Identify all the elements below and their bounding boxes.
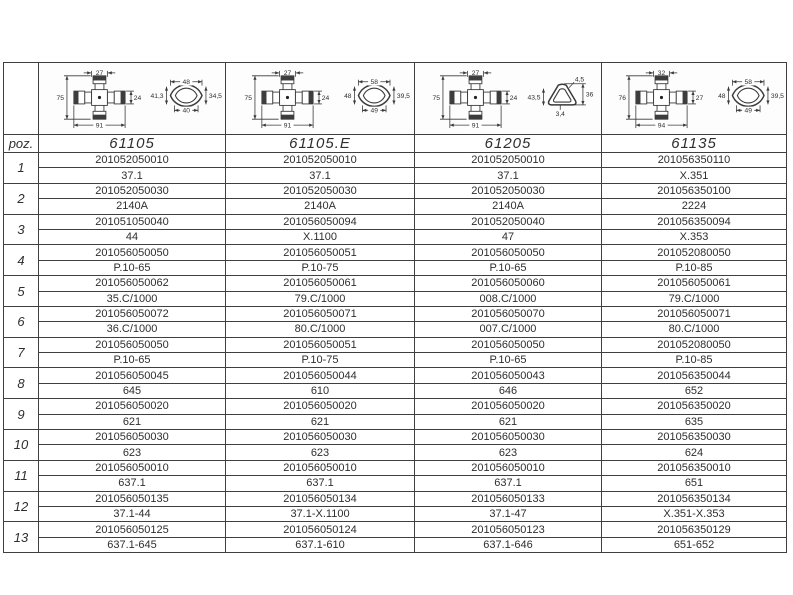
part-code-cell: 201056050020 bbox=[415, 399, 602, 414]
poz-header-cell: poz. bbox=[4, 135, 39, 153]
part-row-9-code bbox=[4, 399, 787, 414]
poz-cell-7: 7 bbox=[4, 337, 39, 368]
part-code-cell: 201052050030 bbox=[39, 183, 226, 198]
part-ref-cell: 645 bbox=[39, 383, 226, 398]
part-row-3-ref bbox=[4, 229, 787, 244]
part-row-9-ref bbox=[4, 414, 787, 429]
part-ref-cell: P.10-65 bbox=[415, 353, 602, 368]
svg-text:49: 49 bbox=[744, 107, 752, 115]
part-row-13-ref bbox=[4, 537, 787, 552]
part-ref-cell: P.10-65 bbox=[39, 260, 226, 275]
svg-text:58: 58 bbox=[369, 79, 378, 87]
column-header-61105: 61105 bbox=[39, 135, 226, 153]
part-code-cell: 201056050043 bbox=[415, 368, 602, 383]
part-code-cell: 201056050094 bbox=[226, 214, 415, 229]
part-row-6-ref bbox=[4, 322, 787, 337]
part-code-cell: 201056050072 bbox=[39, 306, 226, 321]
part-code-cell: 201056350110 bbox=[602, 153, 787, 168]
poz-cell-13: 13 bbox=[4, 522, 39, 553]
part-row-7-code bbox=[4, 337, 787, 352]
part-row-1-ref bbox=[4, 168, 787, 183]
part-row-10-code bbox=[4, 430, 787, 445]
poz-cell-12: 12 bbox=[4, 491, 39, 522]
poz-cell-10: 10 bbox=[4, 430, 39, 461]
part-row-11-ref bbox=[4, 476, 787, 491]
part-code-cell: 201052080050 bbox=[602, 245, 787, 260]
part-ref-cell: 37.1 bbox=[226, 168, 415, 183]
part-ref-cell: 637.1-646 bbox=[415, 537, 602, 552]
part-code-cell: 201056050010 bbox=[415, 460, 602, 475]
part-code-cell: 201052050030 bbox=[415, 183, 602, 198]
svg-text:43,5: 43,5 bbox=[527, 94, 541, 102]
part-ref-cell: 37.1-44 bbox=[39, 506, 226, 521]
svg-text:91: 91 bbox=[283, 122, 291, 130]
part-row-5-code bbox=[4, 276, 787, 291]
svg-text:75: 75 bbox=[432, 94, 440, 102]
joint-diagram-61105 bbox=[40, 64, 225, 133]
part-code-cell: 201056050010 bbox=[226, 460, 415, 475]
svg-text:41,3: 41,3 bbox=[150, 92, 164, 100]
part-ref-cell: 637.1 bbox=[226, 476, 415, 491]
part-ref-cell: P.10-85 bbox=[602, 260, 787, 275]
poz-cell-8: 8 bbox=[4, 368, 39, 399]
part-ref-cell: P.10-85 bbox=[602, 353, 787, 368]
part-ref-cell: 637.1-645 bbox=[39, 537, 226, 552]
svg-text:58: 58 bbox=[744, 79, 752, 87]
part-ref-cell: 637.1 bbox=[39, 476, 226, 491]
part-row-6-code bbox=[4, 306, 787, 321]
part-row-11-code bbox=[4, 460, 787, 475]
part-row-10-ref bbox=[4, 445, 787, 460]
part-ref-cell: 621 bbox=[415, 414, 602, 429]
part-code-cell: 201056350020 bbox=[602, 399, 787, 414]
joint-diagram-61205 bbox=[416, 64, 601, 133]
part-ref-cell: X.353 bbox=[602, 229, 787, 244]
poz-cell-1: 1 bbox=[4, 153, 39, 184]
part-code-cell: 201052050030 bbox=[226, 183, 415, 198]
part-code-cell: 201056050044 bbox=[226, 368, 415, 383]
part-row-8-code bbox=[4, 368, 787, 383]
part-ref-cell: P.10-65 bbox=[415, 260, 602, 275]
svg-text:27: 27 bbox=[283, 70, 291, 78]
part-ref-cell: P.10-75 bbox=[226, 353, 415, 368]
part-code-cell: 201056050134 bbox=[226, 491, 415, 506]
part-code-cell: 201056350010 bbox=[602, 460, 787, 475]
column-header-61205: 61205 bbox=[415, 135, 602, 153]
parts-table bbox=[3, 62, 787, 553]
part-code-cell: 201056050133 bbox=[415, 491, 602, 506]
svg-text:34,5: 34,5 bbox=[208, 92, 222, 100]
part-code-cell: 201056050050 bbox=[39, 337, 226, 352]
svg-text:91: 91 bbox=[95, 122, 103, 130]
tube-profile-drawing bbox=[150, 78, 222, 114]
cross-journal-drawing bbox=[56, 70, 141, 129]
part-code-cell: 201056050060 bbox=[415, 276, 602, 291]
part-ref-cell: 2140A bbox=[415, 199, 602, 214]
svg-text:48: 48 bbox=[718, 92, 726, 100]
part-code-cell: 201056050051 bbox=[226, 245, 415, 260]
poz-cell-11: 11 bbox=[4, 460, 39, 491]
svg-text:36: 36 bbox=[585, 91, 593, 99]
part-code-cell: 201056350030 bbox=[602, 430, 787, 445]
part-ref-cell: 007.C/1000 bbox=[415, 322, 602, 337]
part-row-8-ref bbox=[4, 383, 787, 398]
part-ref-cell: 621 bbox=[39, 414, 226, 429]
part-code-cell: 201052050010 bbox=[415, 153, 602, 168]
cross-journal-drawing bbox=[619, 70, 704, 129]
part-code-cell: 201052050040 bbox=[415, 214, 602, 229]
diagram-row bbox=[4, 63, 787, 135]
part-ref-cell: 2224 bbox=[602, 199, 787, 214]
svg-text:27: 27 bbox=[471, 70, 479, 78]
part-code-cell: 201056350129 bbox=[602, 522, 787, 537]
header-row bbox=[4, 135, 787, 153]
part-row-1-code bbox=[4, 153, 787, 168]
svg-text:48: 48 bbox=[181, 79, 190, 87]
joint-diagram-61135 bbox=[602, 64, 787, 133]
part-ref-cell: 637.1 bbox=[415, 476, 602, 491]
part-ref-cell: X.1100 bbox=[226, 229, 415, 244]
poz-cell-3: 3 bbox=[4, 214, 39, 245]
svg-text:4,5: 4,5 bbox=[574, 76, 584, 84]
part-code-cell: 201056050070 bbox=[415, 306, 602, 321]
part-ref-cell: 2140A bbox=[226, 199, 415, 214]
svg-text:27: 27 bbox=[695, 94, 704, 102]
poz-cell-2: 2 bbox=[4, 183, 39, 214]
part-ref-cell: 79.C/1000 bbox=[602, 291, 787, 306]
part-code-cell: 201056050051 bbox=[226, 337, 415, 352]
tube-profile-drawing bbox=[718, 78, 784, 114]
part-ref-cell: P.10-65 bbox=[39, 353, 226, 368]
poz-cell-6: 6 bbox=[4, 306, 39, 337]
part-ref-cell: 80.C/1000 bbox=[226, 322, 415, 337]
part-ref-cell: 623 bbox=[39, 445, 226, 460]
part-row-12-code bbox=[4, 491, 787, 506]
svg-text:24: 24 bbox=[133, 94, 141, 102]
poz-cell-5: 5 bbox=[4, 276, 39, 307]
part-row-13-code bbox=[4, 522, 787, 537]
poz-cell-9: 9 bbox=[4, 399, 39, 430]
part-code-cell: 201056050050 bbox=[415, 337, 602, 352]
part-ref-cell: P.10-75 bbox=[226, 260, 415, 275]
part-ref-cell: 80.C/1000 bbox=[602, 322, 787, 337]
part-code-cell: 201056050125 bbox=[39, 522, 226, 537]
part-ref-cell: 610 bbox=[226, 383, 415, 398]
part-code-cell: 201056050045 bbox=[39, 368, 226, 383]
svg-text:94: 94 bbox=[657, 122, 666, 130]
part-code-cell: 201052050010 bbox=[226, 153, 415, 168]
cross-journal-drawing bbox=[244, 70, 329, 129]
part-ref-cell: 37.1-47 bbox=[415, 506, 602, 521]
diagram-cell-61105 bbox=[39, 63, 226, 135]
part-ref-cell: 44 bbox=[39, 229, 226, 244]
part-row-4-code bbox=[4, 245, 787, 260]
svg-text:24: 24 bbox=[509, 94, 517, 102]
part-ref-cell: 646 bbox=[415, 383, 602, 398]
svg-text:91: 91 bbox=[471, 122, 479, 130]
svg-text:76: 76 bbox=[618, 94, 626, 102]
part-code-cell: 201056050030 bbox=[39, 430, 226, 445]
svg-text:49: 49 bbox=[369, 107, 378, 115]
part-row-2-code bbox=[4, 183, 787, 198]
part-row-5-ref bbox=[4, 291, 787, 306]
part-code-cell: 201056050071 bbox=[226, 306, 415, 321]
part-code-cell: 201056050020 bbox=[226, 399, 415, 414]
column-header-61135: 61135 bbox=[602, 135, 787, 153]
part-ref-cell: 652 bbox=[602, 383, 787, 398]
part-code-cell: 201056050030 bbox=[415, 430, 602, 445]
tube-profile-drawing bbox=[344, 78, 410, 114]
part-code-cell: 201056350100 bbox=[602, 183, 787, 198]
diagram-cell-61135 bbox=[602, 63, 787, 135]
part-code-cell: 201051050040 bbox=[39, 214, 226, 229]
part-ref-cell: 637.1-610 bbox=[226, 537, 415, 552]
part-code-cell: 201056050135 bbox=[39, 491, 226, 506]
part-ref-cell: 624 bbox=[602, 445, 787, 460]
svg-text:48: 48 bbox=[343, 92, 352, 100]
part-ref-cell: 37.1 bbox=[39, 168, 226, 183]
svg-text:24: 24 bbox=[321, 94, 329, 102]
svg-text:75: 75 bbox=[244, 94, 252, 102]
part-ref-cell: 2140A bbox=[39, 199, 226, 214]
part-row-7-ref bbox=[4, 353, 787, 368]
part-code-cell: 201056350094 bbox=[602, 214, 787, 229]
part-code-cell: 201056050062 bbox=[39, 276, 226, 291]
svg-text:39,5: 39,5 bbox=[396, 92, 410, 100]
part-code-cell: 201056050010 bbox=[39, 460, 226, 475]
part-code-cell: 201056050124 bbox=[226, 522, 415, 537]
part-ref-cell: 621 bbox=[226, 414, 415, 429]
part-ref-cell: 47 bbox=[415, 229, 602, 244]
tube-profile-drawing bbox=[527, 77, 593, 118]
svg-text:32: 32 bbox=[657, 70, 666, 78]
part-ref-cell: 623 bbox=[226, 445, 415, 460]
part-ref-cell: 37.1 bbox=[415, 168, 602, 183]
part-ref-cell: 36.C/1000 bbox=[39, 322, 226, 337]
part-code-cell: 201052080050 bbox=[602, 337, 787, 352]
part-ref-cell: X.351 bbox=[602, 168, 787, 183]
part-row-4-ref bbox=[4, 260, 787, 275]
part-code-cell: 201056050050 bbox=[39, 245, 226, 260]
part-code-cell: 201056050123 bbox=[415, 522, 602, 537]
svg-text:75: 75 bbox=[56, 94, 64, 102]
part-code-cell: 201056350044 bbox=[602, 368, 787, 383]
joint-diagram-61105E bbox=[228, 64, 413, 133]
part-ref-cell: 623 bbox=[415, 445, 602, 460]
part-code-cell: 201052050010 bbox=[39, 153, 226, 168]
part-ref-cell: 651 bbox=[602, 476, 787, 491]
part-code-cell: 201056050030 bbox=[226, 430, 415, 445]
diagram-cell-61205 bbox=[415, 63, 602, 135]
part-ref-cell: 635 bbox=[602, 414, 787, 429]
part-ref-cell: X.351-X.353 bbox=[602, 506, 787, 521]
poz-cell-4: 4 bbox=[4, 245, 39, 276]
svg-text:3,4: 3,4 bbox=[555, 110, 565, 118]
part-row-12-ref bbox=[4, 506, 787, 521]
part-ref-cell: 79.C/1000 bbox=[226, 291, 415, 306]
part-code-cell: 201056050020 bbox=[39, 399, 226, 414]
part-row-2-ref bbox=[4, 199, 787, 214]
svg-text:39,5: 39,5 bbox=[770, 92, 784, 100]
part-code-cell: 201056050050 bbox=[415, 245, 602, 260]
part-row-3-code bbox=[4, 214, 787, 229]
part-code-cell: 201056050071 bbox=[602, 306, 787, 321]
diagram-cell-61105E bbox=[226, 63, 415, 135]
diagram-row-spacer bbox=[4, 63, 39, 135]
part-ref-cell: 651-652 bbox=[602, 537, 787, 552]
part-ref-cell: 008.C/1000 bbox=[415, 291, 602, 306]
part-code-cell: 201056350134 bbox=[602, 491, 787, 506]
part-code-cell: 201056050061 bbox=[226, 276, 415, 291]
part-ref-cell: 35.C/1000 bbox=[39, 291, 226, 306]
part-ref-cell: 37.1-X.1100 bbox=[226, 506, 415, 521]
svg-text:40: 40 bbox=[181, 107, 190, 115]
part-code-cell: 201056050061 bbox=[602, 276, 787, 291]
column-header-61105E: 61105.E bbox=[226, 135, 415, 153]
cross-journal-drawing bbox=[432, 70, 517, 129]
svg-text:27: 27 bbox=[95, 70, 103, 78]
